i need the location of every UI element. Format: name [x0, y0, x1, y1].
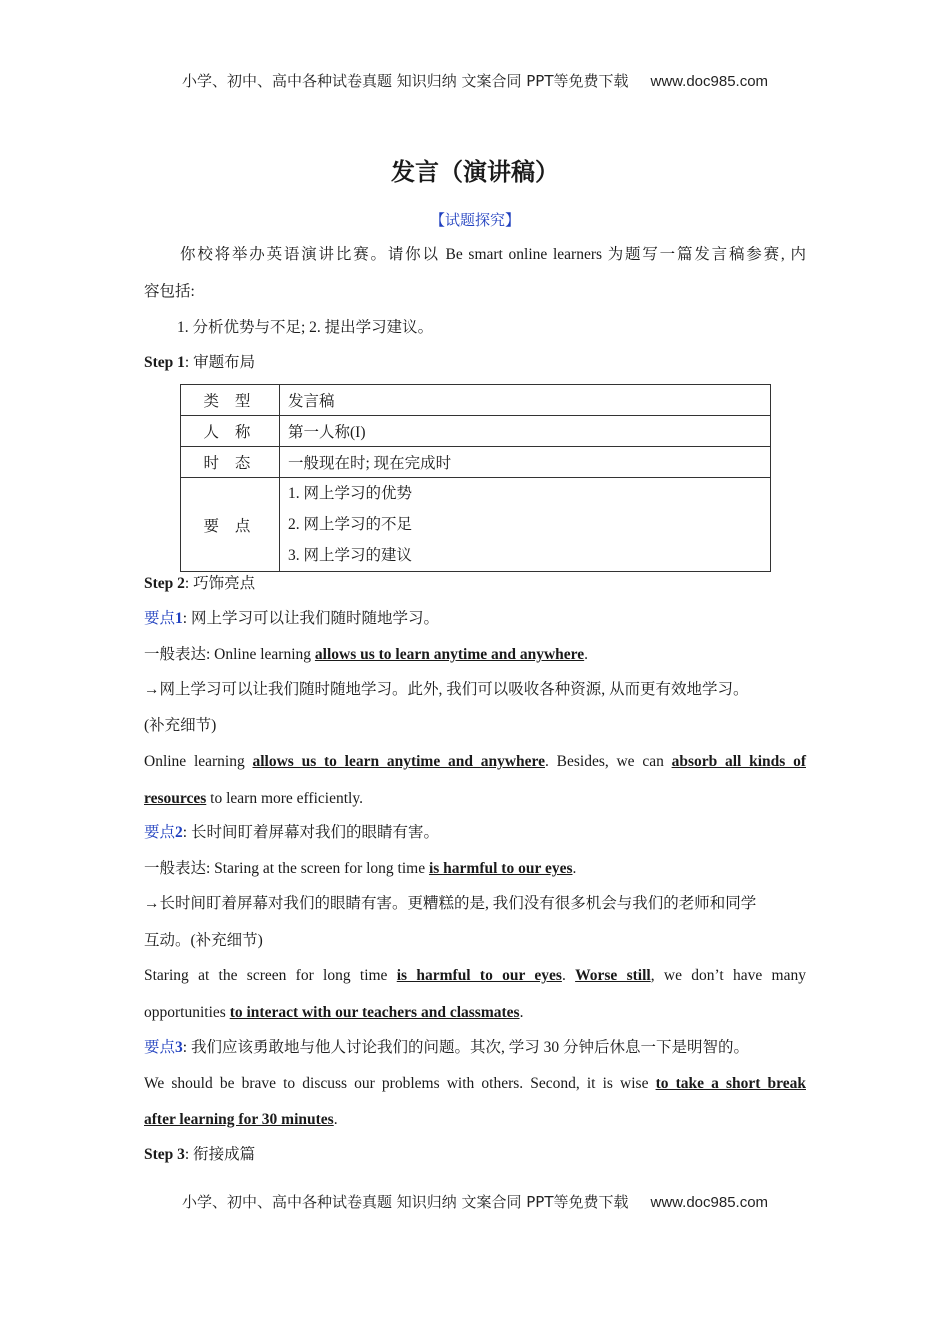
section-tag: 【试题探究】 — [429, 211, 520, 229]
text-span: . — [519, 1004, 524, 1021]
point2-label: 要点 — [144, 824, 176, 841]
bold-span: allows us to learn anytime and anywhere — [252, 753, 546, 770]
table-key: 人 称 — [181, 416, 280, 447]
text-span: Staring at the screen for long time — [144, 967, 397, 984]
point2-arrow-line: →长时间盯着屏幕对我们的眼睛有害。更糟糕的是, 我们没有很多机会与我们的老师和同学 — [144, 895, 757, 912]
prompt-line-1: 你校将举办英语演讲比赛。请你以 Be smart online learners 为题写一篇发言稿参赛, 内 — [180, 246, 806, 263]
point1-english-1 — [144, 752, 806, 772]
table-row — [181, 447, 771, 478]
step3-heading — [144, 1145, 806, 1165]
bold-span: absorb all kinds of — [671, 753, 806, 770]
point1-english-2 — [144, 789, 806, 809]
point3-english-2 — [144, 1110, 806, 1130]
step2-label: Step 2 — [144, 575, 185, 592]
prompt-line-2: 容包括: — [144, 283, 195, 300]
text-span: opportunities — [144, 1004, 230, 1021]
point1-label: 要点 — [144, 610, 176, 627]
point2-heading — [144, 823, 806, 843]
step3-label: Step 3 — [144, 1146, 185, 1163]
point3-num: 3 — [175, 1039, 183, 1056]
header-text: 小学、初中、高中各种试卷真题 知识归纳 文案合同 PPT等免费下载 — [181, 72, 629, 90]
text-span: . — [561, 967, 576, 984]
general-end: . — [572, 860, 577, 877]
point1-supplement: (补充细节) — [144, 717, 217, 734]
general-bold: is harmful to our eyes — [428, 860, 573, 877]
point3-english-1 — [144, 1074, 806, 1094]
point1-text: : 网上学习可以让我们随时随地学习。 — [182, 610, 439, 627]
bold-span: to take a short break — [655, 1075, 806, 1092]
page-header — [0, 70, 950, 91]
table-key: 时 态 — [181, 447, 280, 478]
step2-heading — [144, 574, 806, 594]
point-item: 1. 网上学习的优势 — [288, 485, 413, 502]
table-value: 第一人称(I) — [280, 416, 771, 447]
point3-text: : 我们应该勇敢地与他人讨论我们的问题。其次, 学习 30 分钟后休息一下是明智的。 — [182, 1039, 749, 1056]
page-title: 发言（演讲稿） — [391, 158, 559, 186]
point2-general — [144, 859, 806, 879]
step1-label: Step 1 — [144, 354, 185, 371]
bold-span: after learning for 30 minutes — [144, 1111, 334, 1128]
point2-english-2 — [144, 1003, 806, 1023]
point3-label: 要点 — [144, 1039, 176, 1056]
general-prefix: 一般表达: Staring at the screen for long time — [144, 860, 429, 877]
text-span: . — [333, 1111, 338, 1128]
table-points — [280, 478, 771, 572]
point3-heading — [144, 1038, 806, 1058]
bold-span: Worse still — [575, 967, 651, 984]
text-span: to learn more efficiently. — [206, 790, 363, 807]
point1-heading — [144, 609, 806, 629]
page-footer — [0, 1191, 950, 1212]
point-item: 2. 网上学习的不足 — [288, 516, 413, 533]
text-span: , we don’t have many — [650, 967, 806, 984]
point1-arrow-line: →网上学习可以让我们随时随地学习。此外, 我们可以吸收各种资源, 从而更有效地学习。 — [144, 681, 749, 698]
footer-url[interactable]: www.doc985.com — [650, 1194, 769, 1211]
step2-text: : 巧饰亮点 — [184, 575, 256, 592]
text-span: Online learning — [144, 753, 253, 770]
bold-span: is harmful to our eyes — [396, 967, 562, 984]
point-item: 3. 网上学习的建议 — [288, 547, 413, 564]
general-bold: allows us to learn anytime and anywhere — [314, 646, 585, 663]
step3-text: : 衔接成篇 — [184, 1146, 256, 1163]
general-end: . — [584, 646, 589, 663]
point2-english-1 — [144, 966, 806, 986]
table-value: 发言稿 — [280, 385, 771, 416]
prompt-line-3: 1. 分析优势与不足; 2. 提出学习建议。 — [177, 319, 434, 336]
general-prefix: 一般表达: Online learning — [144, 646, 315, 663]
text-span: We should be brave to discuss our problems with others. Second, it is wise — [144, 1075, 656, 1092]
bold-span: to interact with our teachers and classmates — [229, 1004, 520, 1021]
table-key: 要 点 — [181, 478, 280, 572]
table-value: 一般现在时; 现在完成时 — [280, 447, 771, 478]
analysis-table — [180, 384, 771, 572]
header-url[interactable]: www.doc985.com — [650, 73, 769, 90]
point2-text: : 长时间盯着屏幕对我们的眼睛有害。 — [182, 824, 439, 841]
table-row — [181, 416, 771, 447]
step1-heading — [144, 353, 806, 373]
table-key: 类 型 — [181, 385, 280, 416]
footer-text: 小学、初中、高中各种试卷真题 知识归纳 文案合同 PPT等免费下载 — [181, 1193, 629, 1211]
table-row — [181, 385, 771, 416]
point2-num: 2 — [175, 824, 183, 841]
point1-num: 1 — [175, 610, 183, 627]
bold-span: resources — [144, 790, 207, 807]
table-row — [181, 478, 771, 572]
point2-arrow-line-2: 互动。(补充细节) — [144, 932, 263, 949]
text-span: . Besides, we can — [545, 753, 672, 770]
step1-text: : 审题布局 — [184, 354, 256, 371]
point1-general — [144, 645, 806, 665]
